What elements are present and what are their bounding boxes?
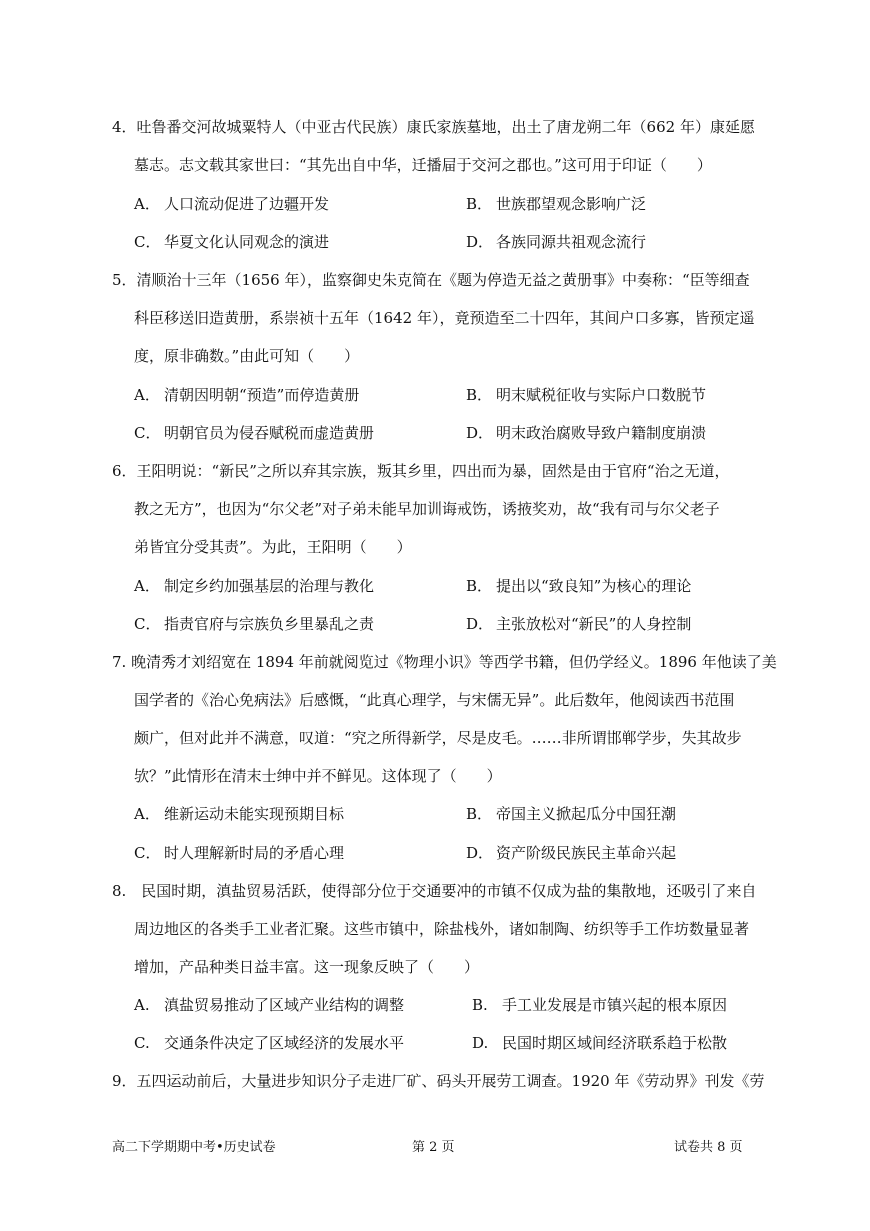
q7-stem-line-2: 国学者的《治心免病法》后感慨，“此真心理学，与宋儒无异”。此后数年，他阅读西书范围 xyxy=(134,691,735,709)
q6-stem-line-2: 教之无方”，也因为“尔父老”对子弟未能早加训诲戒饬，诱掖奖劝，故“我有司与尔父老子 xyxy=(134,500,720,518)
q4-option-a: A． 人口流动促进了边疆开发 xyxy=(134,195,330,213)
q6-option-b: B． 提出以“致良知”为核心的理论 xyxy=(466,577,692,595)
q5-stem-line-1: 5．清顺治十三年（1656 年），监察御史朱克简在《题为停造无益之黄册事》中奏称：“臣等细查 xyxy=(112,271,750,289)
q7-option-a: A． 维新运动未能实现预期目标 xyxy=(134,805,345,823)
q6-option-a: A． 制定乡约加强基层的治理与教化 xyxy=(134,577,375,595)
q4-stem-line-2: 墓志。志文载其家世曰：“其先出自中华，迁播屇于交河之郡也。”这可用于印证（ ） xyxy=(134,156,712,174)
q8-option-d: D. 民国时期区域间经济联系趋于松散 xyxy=(472,1034,728,1052)
q6-stem-line-3: 弟皆宜分受其责”。为此，王阳明（ ） xyxy=(134,538,412,556)
q7-stem-line-1: 7. 晚清秀才刘绍宽在 1894 年前就阅览过《物理小识》等西学书籍，但仍学经义。1896 年他读了美 xyxy=(112,653,777,671)
q8-stem-line-3: 增加，产品种类日益丰富。这一现象反映了（ ） xyxy=(134,958,480,976)
q6-stem-line-1: 6．王阳明说：“新民”之所以弃其宗族，叛其乡里，四出而为暴，固然是由于官府“治之无道， xyxy=(112,462,730,480)
q5-stem-line-3: 度，原非确数。”由此可知（ ） xyxy=(134,347,360,365)
footer-exam-title: 高二下学期期中考•历史试卷 xyxy=(112,1140,276,1155)
footer-total-pages: 试卷共 8 页 xyxy=(674,1140,743,1155)
q7-option-c: C． 时人理解新时局的矛盾心理 xyxy=(134,844,345,862)
q5-option-c: C． 明朝官员为侵吞赋税而虚造黄册 xyxy=(134,424,375,442)
q9-stem-line-1: 9．五四运动前后，大量进步知识分子走进厂矿、码头开展劳工调查。1920 年《劳动界》刊发《劳 xyxy=(112,1072,765,1090)
q8-stem-line-2: 周边地区的各类手工业者汇聚。这些市镇中，除盐栈外，诸如制陶、纺织等手工作坊数量显著 xyxy=(134,920,750,938)
q6-option-d: D． 主张放松对“新民”的人身控制 xyxy=(466,615,692,633)
footer-page-number: 第 2 页 xyxy=(412,1140,455,1155)
q4-option-c: C． 华夏文化认同观念的演进 xyxy=(134,233,330,251)
q4-option-d: D． 各族同源共祖观念流行 xyxy=(466,233,647,251)
q8-option-a: A. 滇盐贸易推动了区域产业结构的调整 xyxy=(134,996,405,1014)
q8-option-b: B. 手工业发展是市镇兴起的根本原因 xyxy=(472,996,728,1014)
q7-stem-line-4: 欤？”此情形在清末士绅中并不鲜见。这体现了（ ） xyxy=(134,767,502,785)
q7-option-d: D． 资产阶级民族民主革命兴起 xyxy=(466,844,677,862)
q5-option-b: B． 明末赋税征收与实际户口数脱节 xyxy=(466,386,707,404)
q4-stem-line-1: 4．吐鲁番交河故城粟特人（中亚古代民族）康氏家族墓地，出土了唐龙朔二年（662 年）康延愿 xyxy=(112,118,755,136)
q6-option-c: C． 指责官府与宗族负乡里暴乱之责 xyxy=(134,615,375,633)
q5-stem-line-2: 科臣移送旧造黄册，系崇祯十五年（1642 年），竟预造至二十四年，其间户口多寡，皆预定遥 xyxy=(134,309,755,327)
q7-stem-line-3: 颇广，但对此并不满意，叹道：“究之所得新学，尽是皮毛。……非所谓邯郸学步，失其故步 xyxy=(134,729,742,747)
q4-option-b: B． 世族郡望观念影响广泛 xyxy=(466,195,647,213)
q8-option-c: C. 交通条件决定了区域经济的发展水平 xyxy=(134,1034,405,1052)
q5-option-d: D． 明末政治腐败导致户籍制度崩溃 xyxy=(466,424,707,442)
q7-option-b: B． 帝国主义掀起瓜分中国狂潮 xyxy=(466,805,677,823)
q8-stem-line-1: 8. 民国时期，滇盐贸易活跃，使得部分位于交通要冲的市镇不仅成为盐的集散地，还吸引了来自 xyxy=(112,882,757,900)
q5-option-a: A． 清朝因明朝“预造”而停造黄册 xyxy=(134,386,360,404)
